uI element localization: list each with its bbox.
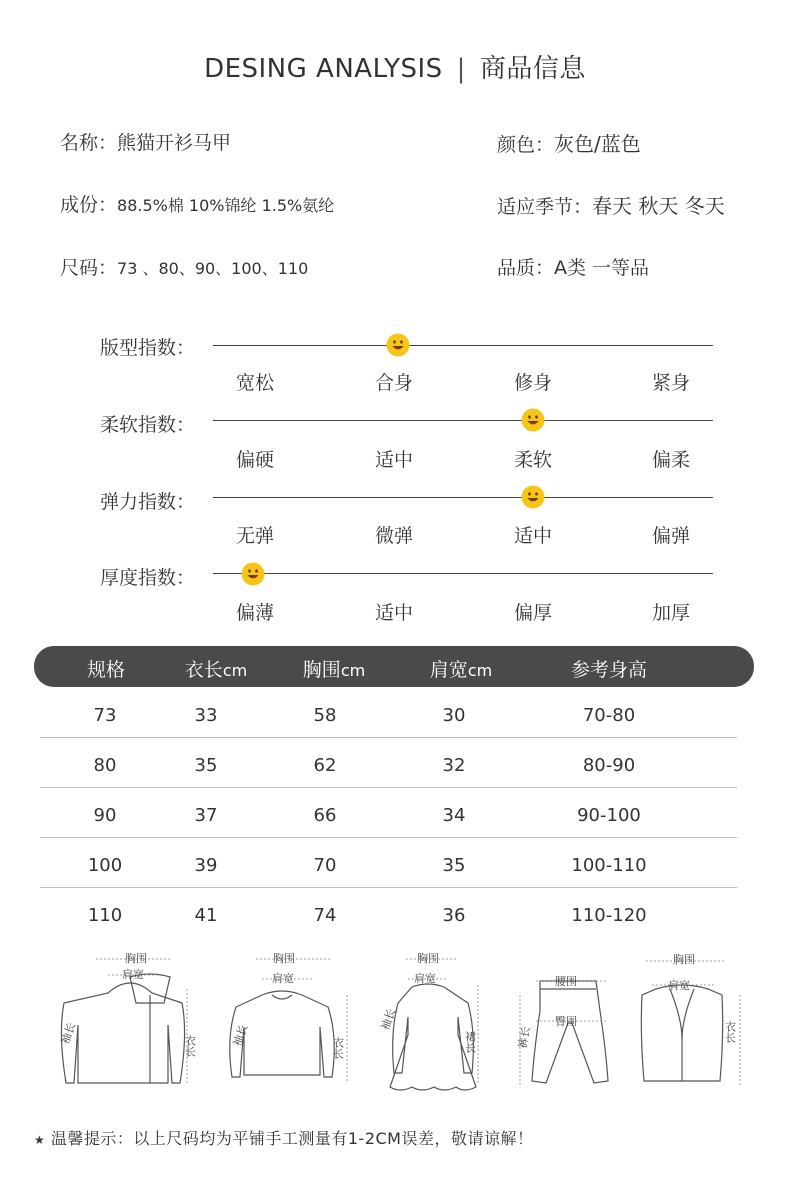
measurement-diagrams	[0, 945, 790, 1095]
table-row	[40, 738, 737, 788]
info-composition	[60, 190, 334, 217]
cell-size: 90	[93, 805, 117, 826]
index-option: 偏薄	[235, 602, 274, 624]
cell-length: 33	[194, 705, 218, 726]
label-shoulder: 肩宽	[414, 972, 436, 985]
index-option: 柔软	[513, 449, 552, 471]
quality-value: A类 一等品	[554, 257, 650, 279]
index-option: 偏硬	[235, 449, 274, 471]
index-option: 偏柔	[651, 449, 690, 471]
label-length: 衣长	[331, 1037, 345, 1059]
cell-shoulder: 30	[442, 705, 466, 726]
cell-height: 90-100	[577, 805, 641, 826]
table-row	[40, 838, 737, 888]
cell-shoulder: 36	[442, 905, 466, 926]
label-chest: 胸围	[673, 953, 695, 966]
cell-chest: 70	[313, 855, 337, 876]
index-option: 偏弹	[651, 525, 690, 547]
label-sleeve: 袖长	[378, 1006, 399, 1033]
index-option: 适中	[374, 449, 413, 471]
header-size: 规格	[86, 659, 125, 681]
label-pants-length: 裤长	[516, 1025, 533, 1050]
info-season	[497, 190, 725, 219]
cell-chest: 74	[313, 905, 337, 926]
index-option: 偏厚	[513, 602, 552, 624]
index-option: 紧身	[651, 372, 690, 394]
color-label: 颜色：	[497, 134, 555, 156]
cell-height: 80-90	[582, 755, 636, 776]
name-label: 名称：	[60, 132, 118, 154]
index-option: 无弹	[235, 525, 274, 547]
cell-length: 35	[194, 755, 218, 776]
index-option: 宽松	[235, 372, 274, 394]
table-row	[40, 888, 737, 938]
cell-size: 100	[87, 855, 123, 876]
title-chinese: 商品信息	[479, 54, 586, 84]
star-icon: ★	[34, 1133, 46, 1147]
composition-value: 88.5%棉 10%锦纶 1.5%氨纶	[117, 196, 335, 215]
quality-label: 品质：	[497, 257, 555, 279]
label-length: 衣长	[183, 1035, 197, 1057]
season-value: 春天 秋天 冬天	[592, 194, 725, 218]
cell-chest: 66	[313, 805, 337, 826]
page-title	[0, 48, 790, 85]
index-track-fit	[213, 345, 713, 346]
index-track-elasticity	[213, 497, 713, 498]
cell-height: 100-110	[571, 855, 647, 876]
cell-shoulder: 34	[442, 805, 466, 826]
index-label-elasticity: 弹力指数：	[100, 491, 196, 513]
size-table-header	[34, 646, 754, 687]
header-length: 衣长cm	[184, 659, 248, 681]
cell-height: 70-80	[582, 705, 636, 726]
info-color	[497, 128, 641, 157]
smiley-indicator-icon	[521, 408, 545, 432]
label-sleeve: 袖长	[58, 1020, 79, 1047]
index-label-thickness: 厚度指数：	[100, 567, 196, 589]
label-length: 衣长	[723, 1021, 737, 1043]
info-size	[60, 253, 308, 280]
size-value: 73 、80、90、100、110	[117, 259, 309, 278]
label-skirt-length: 裙长	[463, 1031, 477, 1053]
title-separator: |	[456, 54, 466, 84]
label-hip: 臀围	[555, 1015, 577, 1028]
index-option: 适中	[513, 525, 552, 547]
title-english: DESING ANALYSIS	[204, 54, 443, 84]
table-row	[40, 688, 737, 738]
index-label-softness: 柔软指数：	[100, 414, 196, 436]
smiley-indicator-icon	[521, 485, 545, 509]
cell-length: 41	[194, 905, 218, 926]
label-shoulder: 肩宽	[122, 968, 144, 981]
info-name	[60, 128, 231, 155]
label-chest: 胸围	[273, 952, 295, 965]
label-waist: 腰围	[555, 975, 577, 988]
info-quality	[497, 253, 649, 280]
cell-chest: 62	[313, 755, 337, 776]
index-option: 加厚	[651, 602, 690, 624]
index-label-fit: 版型指数：	[100, 337, 196, 359]
cell-height: 110-120	[571, 905, 647, 926]
pants-diagram	[532, 981, 608, 1083]
cell-size: 80	[93, 755, 117, 776]
label-chest: 胸围	[125, 952, 147, 965]
cell-size: 73	[93, 705, 117, 726]
index-option: 修身	[513, 372, 552, 394]
name-value: 熊猫开衫马甲	[117, 132, 232, 154]
cell-shoulder: 35	[442, 855, 466, 876]
season-label: 适应季节：	[497, 196, 593, 218]
header-height: 参考身高	[570, 659, 647, 681]
composition-label: 成份：	[60, 194, 118, 216]
label-shoulder: 肩宽	[272, 972, 294, 985]
hoodie-diagram	[61, 974, 184, 1083]
size-label: 尺码：	[60, 257, 118, 279]
header-shoulder: 肩宽cm	[429, 659, 493, 681]
smiley-indicator-icon	[386, 333, 410, 357]
note-text: 温馨提示：以上尺码均为平铺手工测量有1-2CM误差，敬请谅解！	[50, 1129, 534, 1148]
index-track-softness	[213, 420, 713, 421]
cell-length: 37	[194, 805, 218, 826]
cell-size: 110	[87, 905, 123, 926]
index-track-thickness	[213, 573, 713, 574]
label-chest: 胸围	[417, 952, 439, 965]
index-option: 适中	[374, 602, 413, 624]
index-option: 微弹	[374, 525, 413, 547]
label-shoulder: 肩宽	[668, 979, 690, 992]
vest-diagram	[641, 985, 722, 1081]
cell-shoulder: 32	[442, 755, 466, 776]
color-value: 灰色/蓝色	[554, 132, 641, 156]
header-chest: 胸围cm	[302, 659, 366, 681]
footer-note	[34, 1126, 533, 1149]
cell-chest: 58	[313, 705, 337, 726]
index-option: 合身	[374, 372, 413, 394]
cell-length: 39	[194, 855, 218, 876]
table-row	[40, 788, 737, 838]
label-sleeve: 袖长	[230, 1022, 251, 1049]
smiley-indicator-icon	[241, 562, 265, 586]
